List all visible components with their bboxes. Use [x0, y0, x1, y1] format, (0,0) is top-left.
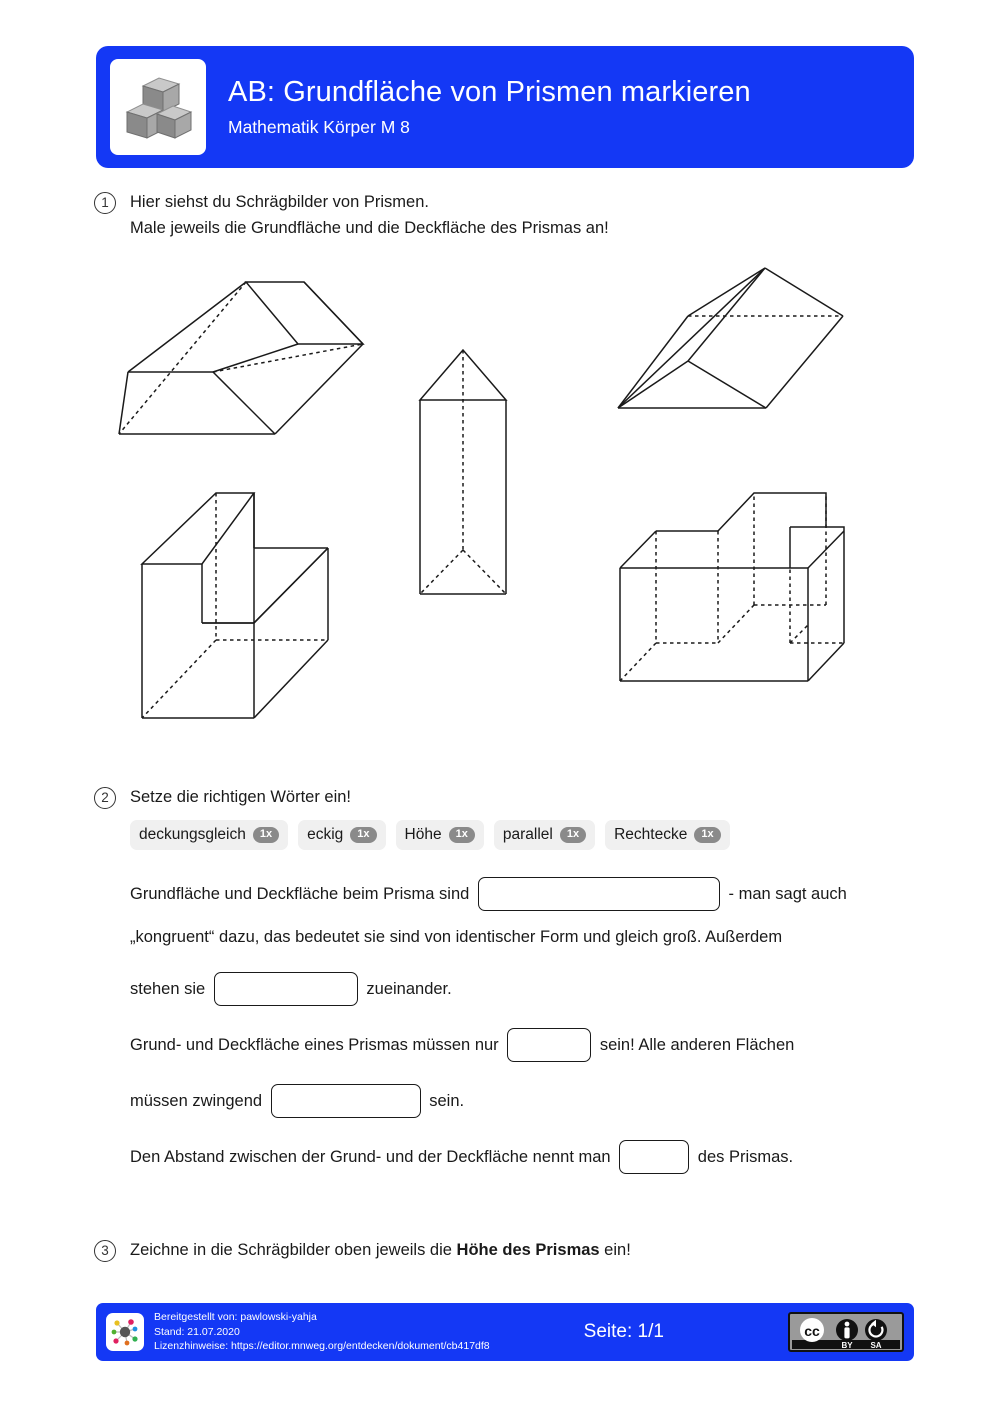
task-3-text-after: ein!	[599, 1241, 631, 1259]
cloze-text-3a: stehen sie	[130, 979, 210, 998]
word-chip-count: 1x	[350, 827, 376, 843]
cloze-text-4b: sein! Alle anderen Flächen	[595, 1035, 795, 1054]
word-chip-deckungsgleich[interactable]	[130, 820, 288, 850]
page-subtitle: Mathematik Körper M 8	[228, 116, 410, 137]
cloze-blank-2[interactable]	[214, 972, 358, 1006]
word-chip-label: Höhe	[404, 826, 442, 843]
word-chip-label: eckig	[307, 826, 344, 843]
cloze-line-1	[130, 872, 898, 916]
cloze-line-4	[130, 1023, 898, 1067]
footer-logo-tile	[106, 1313, 144, 1351]
word-chip-count: 1x	[560, 827, 586, 843]
svg-text:cc: cc	[804, 1323, 820, 1339]
cloze-text-6b: des Prismas.	[693, 1147, 794, 1166]
task-2-number: 2	[94, 787, 116, 809]
cloze-blank-4[interactable]	[271, 1084, 421, 1118]
word-chip-label: deckungsgleich	[139, 826, 246, 843]
l-shaped-prism-icon	[128, 488, 353, 723]
cloze-line-5	[130, 1079, 898, 1123]
task-1-text	[130, 190, 609, 241]
cloze-text-3b: zueinander.	[361, 979, 452, 998]
cloze-text-1b: - man sagt auch	[723, 884, 847, 903]
svg-text:BY: BY	[841, 1341, 853, 1349]
header-icon-tile	[110, 59, 206, 155]
cloze-blank-3[interactable]	[507, 1028, 591, 1062]
task-1	[94, 190, 854, 241]
footer-license-note[interactable]: Lizenzhinweise: https://editor.mnweg.org/entdecken/dokument/cb417df8	[154, 1340, 490, 1353]
word-chip-count: 1x	[694, 827, 720, 843]
footer-provider: Bereitgestellt von: pawlowski-yahja	[154, 1310, 317, 1323]
cloze-line-2: „kongruent“ dazu, das bedeutet sie sind von identischer Form und gleich groß. Außerdem	[130, 928, 783, 946]
figure-triangular-prism-upright[interactable]	[408, 342, 518, 609]
cloze-blank-5[interactable]	[619, 1140, 689, 1174]
task-2-text	[130, 785, 351, 811]
page-footer	[96, 1303, 914, 1361]
task-3-text-bold: Höhe des Prismas	[456, 1241, 600, 1259]
svg-text:SA: SA	[870, 1341, 882, 1349]
footer-page-indicator: Seite: 1/1	[583, 1321, 664, 1342]
word-chip-label: parallel	[502, 826, 553, 843]
task-2-line-1: Setze die richtigen Wörter ein!	[130, 788, 352, 806]
trapezoidal-prism-icon	[118, 266, 378, 451]
footer-date: Stand: 21.07.2020	[154, 1325, 240, 1338]
word-chip-parallel[interactable]	[494, 820, 595, 850]
word-chip-label: Rechtecke	[614, 826, 688, 843]
page-header	[96, 46, 914, 168]
cloze-line-6	[130, 1135, 898, 1179]
triangular-prism-upright-icon	[408, 342, 518, 604]
task-3	[94, 1238, 894, 1264]
cloze-blank-1[interactable]	[478, 877, 720, 911]
task-2	[94, 785, 854, 811]
cloze-text-5a: müssen zwingend	[130, 1091, 267, 1110]
mnweg-logo-icon	[109, 1316, 141, 1348]
cloze-text-6a: Den Abstand zwischen der Grund- und der Deckfläche nennt man	[130, 1147, 616, 1166]
cc-by-sa-icon	[788, 1312, 904, 1352]
cloze-text-4a: Grund- und Deckfläche eines Prismas müssen nur	[130, 1035, 504, 1054]
footer-meta-group	[154, 1310, 490, 1355]
task-1-line-2: Male jeweils die Grundfläche und die Deckfläche des Prismas an!	[130, 218, 609, 237]
cloze-paragraph	[130, 872, 898, 1191]
cubes-icon	[121, 70, 195, 144]
figure-triangular-prism-lying[interactable]	[613, 256, 861, 441]
cloze-text-1a: Grundfläche und Deckfläche beim Prisma sind	[130, 884, 474, 903]
word-chip-rechtecke[interactable]	[605, 820, 729, 850]
page-title: AB: Grundfläche von Prismen markieren	[228, 76, 751, 109]
triangular-prism-lying-icon	[613, 256, 861, 436]
word-chip-eckig[interactable]	[298, 820, 385, 850]
word-chip-hoehe[interactable]	[396, 820, 484, 850]
word-chip-count: 1x	[449, 827, 475, 843]
figure-stepped-prism[interactable]	[608, 483, 858, 703]
header-text-group	[228, 76, 751, 137]
task-3-text-before: Zeichne in die Schrägbilder oben jeweils die	[130, 1241, 457, 1259]
figure-trapezoidal-prism[interactable]	[118, 266, 378, 456]
cloze-line-3	[130, 967, 898, 1011]
task-1-line-1: Hier siehst du Schrägbilder von Prismen.	[130, 193, 429, 211]
cloze-text-5b: sein.	[424, 1091, 465, 1110]
stepped-prism-icon	[608, 483, 858, 698]
task-3-number: 3	[94, 1240, 116, 1262]
task-3-text	[130, 1238, 631, 1264]
word-bank	[130, 820, 730, 850]
prism-figures-group	[0, 248, 1000, 738]
word-chip-count: 1x	[253, 827, 279, 843]
cc-by-sa-badge-icon	[792, 1315, 900, 1349]
task-1-number: 1	[94, 192, 116, 214]
figure-l-shaped-prism[interactable]	[128, 488, 353, 728]
